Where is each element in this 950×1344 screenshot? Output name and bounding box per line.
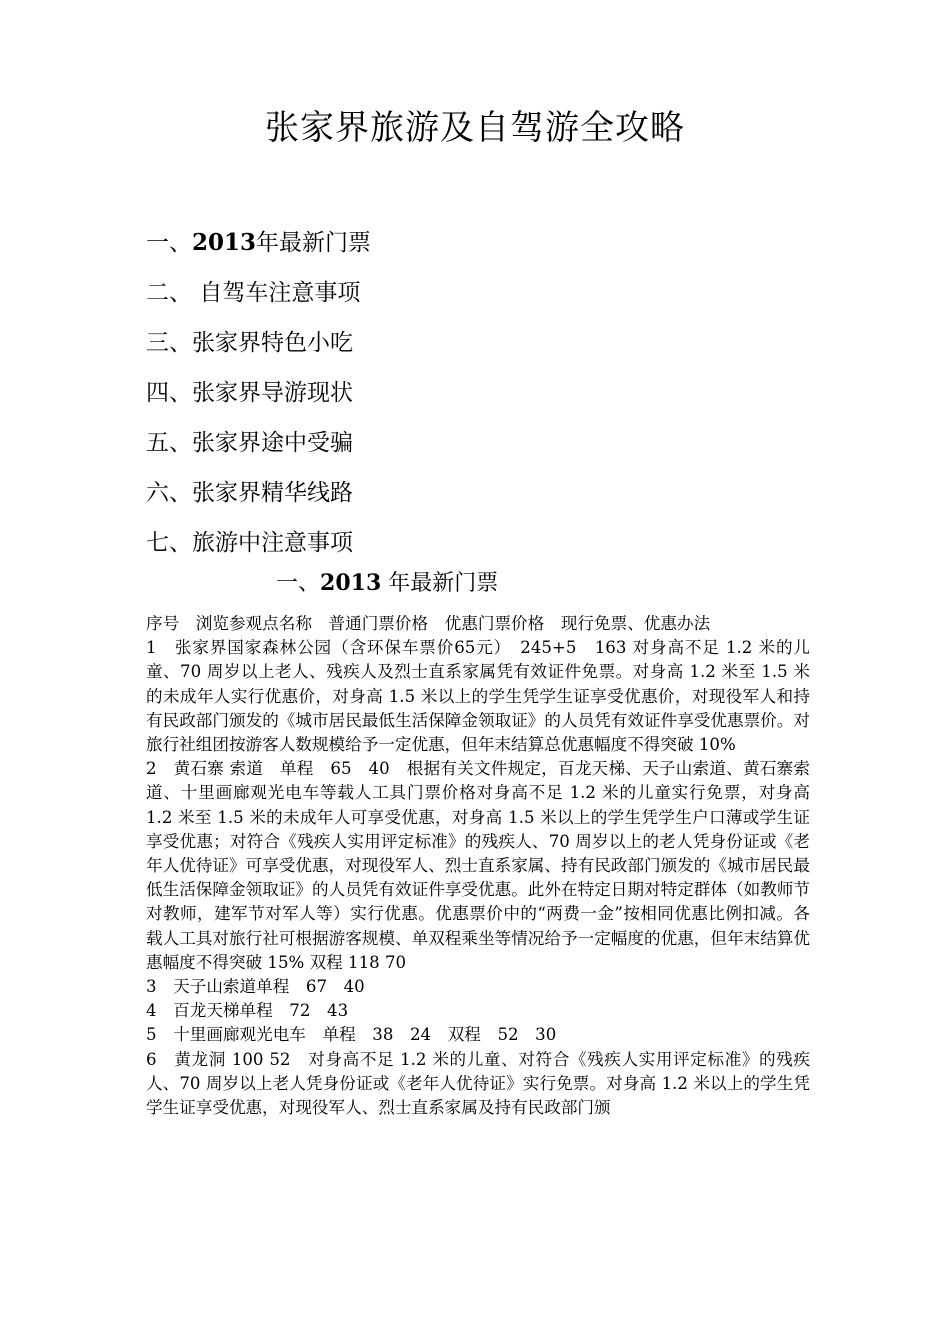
toc-item-text: 张家界特色小吃 — [192, 330, 353, 356]
section-heading-text: 年最新门票 — [381, 571, 499, 596]
toc-item-3 — [146, 318, 371, 368]
ticket-entry-5: 5 十里画廊观光电车 单程 38 24 双程 52 30 — [146, 1025, 557, 1045]
toc-item-prefix: 三、 — [146, 330, 192, 356]
toc-item-1 — [146, 218, 371, 268]
toc-item-text: 张家界途中受骗 — [192, 430, 353, 456]
table-of-contents — [146, 218, 371, 568]
ticket-entry-4: 4 百龙天梯单程 72 43 — [146, 1001, 349, 1021]
ticket-entry-2: 2 黄石寨 索道 单程 65 40 根据有关文件规定，百龙天梯、天子山索道、黄石寨索道、十里画廊观光电车等载人工具门票价格对身高不足 1.2 米的儿童实行免票，对身高 1.2 米至 1.5 米的未成年人可享受优惠，对身高 1.5 米以上的学生凭学生户口薄或学生证享受优惠；对符合《残疾人实用评定标准》的残疾人、70 周岁以上的老人凭身份证或《老年人优待证》可享受优惠，对现役军人、烈士直系家属、持有民政部门颁发的《城市居民最低生活保障金领取证》的人员凭有效证件享受优惠。此外在特定日期对特定群体（如教师节对教师，建军节对军人等）实行优惠。优惠票价中的“两费一金”按相同优惠比例扣减。各载人工具对旅行社可根据游客规模、单双程乘坐等情况给予一定幅度的优惠，但年末结算优惠幅度不得突破 15% 双程 118 70 — [146, 759, 810, 972]
toc-item-prefix: 二、 — [146, 280, 192, 306]
ticket-entry-3: 3 天子山索道单程 67 40 — [146, 977, 365, 997]
document-title: 张家界旅游及自驾游全攻略 — [265, 108, 685, 148]
toc-item-prefix: 六、 — [146, 480, 192, 506]
ticket-entry-6: 6 黄龙洞 100 52 对身高不足 1.2 米的儿童、对符合《残疾人实用评定标准》的残疾人、70 周岁以上老人凭身份证或《老年人优待证》实行免票。对身高 1.2 米以上的学生凭学生证享受优惠，对现役军人、烈士直系家属及持有民政部门颁 — [146, 1049, 810, 1118]
toc-item-4 — [146, 368, 371, 418]
toc-item-text: 自驾车注意事项 — [199, 280, 361, 306]
ticket-entry-1: 1 张家界国家森林公园（含环保车票价65元） 245+5 163 对身高不足 1.2 米的儿童、70 周岁以上老人、残疾人及烈士直系家属凭有效证件免票。对身高 1.2 米至 1.5 米的未成年人实行优惠价，对身高 1.5 米以上的学生凭学生证享受优惠价，对现役军人和持有民政部门颁发的《城市居民最低生活保障金领取证》的人员凭有效证件享受优惠票价。对旅行社组团按游客人数规模给予一定优惠，但年末结算总优惠幅度不得突破 10% — [146, 638, 810, 755]
toc-item-prefix: 一、 — [146, 230, 192, 256]
section-heading-tickets — [276, 566, 498, 597]
toc-item-prefix: 四、 — [146, 380, 192, 406]
toc-item-text: 年最新门票 — [256, 230, 372, 256]
toc-item-text: 张家界导游现状 — [192, 380, 353, 406]
toc-item-prefix: 五、 — [146, 430, 192, 456]
toc-item-text: 张家界精华线路 — [192, 480, 353, 506]
section-heading-prefix: 一、 — [276, 571, 321, 596]
toc-item-prefix: 七、 — [146, 530, 192, 556]
toc-item-2 — [146, 268, 371, 318]
toc-item-6 — [146, 468, 371, 518]
toc-item-year: 2013 — [192, 229, 257, 256]
section-heading-year: 2013 — [320, 570, 382, 596]
toc-item-5 — [146, 418, 371, 468]
ticket-price-section — [146, 612, 810, 1120]
toc-item-text: 旅游中注意事项 — [192, 530, 353, 556]
toc-item-7 — [146, 518, 371, 568]
table-header-line: 序号 浏览参观点名称 普通门票价格 优惠门票价格 现行免票、优惠办法 — [146, 614, 711, 633]
